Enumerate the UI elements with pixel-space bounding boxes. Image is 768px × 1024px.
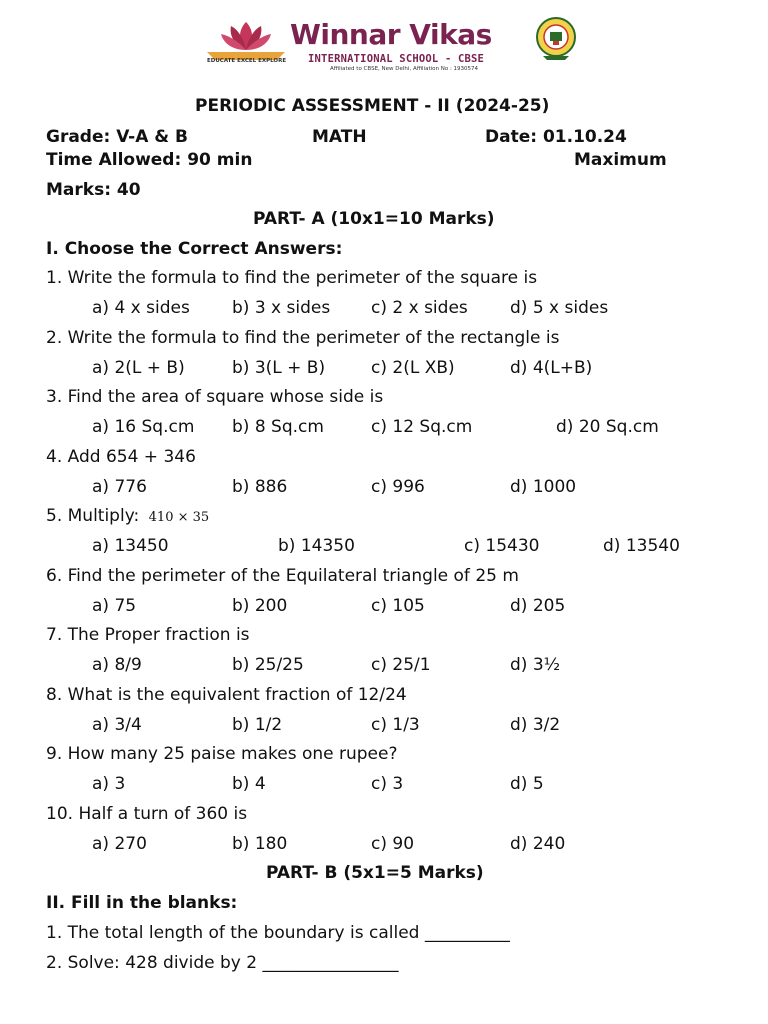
option-5b: b) 14350: [278, 536, 355, 556]
fill-blank-2: 2. Solve: 428 divide by 2 ________________: [46, 953, 399, 973]
part-a-section-title: I. Choose the Correct Answers:: [46, 239, 343, 259]
option-9d: d) 5: [510, 774, 544, 794]
fill-blank-1: 1. The total length of the boundary is called __________: [46, 923, 510, 943]
option-6c: c) 105: [371, 596, 425, 616]
part-b-section-title: II. Fill in the blanks:: [46, 893, 238, 913]
subject-label: MATH: [312, 127, 367, 147]
question-5-text: 5. Multiply:: [46, 506, 140, 526]
school-motto: EDUCATE EXCEL EXPLORE: [207, 58, 287, 64]
option-5c: c) 15430: [464, 536, 540, 556]
date-label: Date: 01.10.24: [485, 127, 627, 147]
multiply-expression: 410 × 35: [148, 510, 210, 525]
question-6: 6. Find the perimeter of the Equilateral triangle of 25 m: [46, 566, 519, 586]
option-7c: c) 25/1: [371, 655, 431, 675]
question-2: 2. Write the formula to find the perimeter of the rectangle is: [46, 328, 560, 348]
option-1b: b) 3 x sides: [232, 298, 331, 318]
maximum-label: Maximum: [574, 150, 667, 170]
option-5d: d) 13540: [603, 536, 680, 556]
option-4c: c) 996: [371, 477, 425, 497]
question-5: [46, 506, 209, 526]
option-2b: b) 3(L + B): [232, 358, 326, 378]
option-3a: a) 16 Sq.cm: [92, 417, 195, 437]
option-8b: b) 1/2: [232, 715, 283, 735]
option-6d: d) 205: [510, 596, 566, 616]
question-1: 1. Write the formula to find the perimeter of the square is: [46, 268, 538, 288]
option-2c: c) 2(L XB): [371, 358, 455, 378]
option-3b: b) 8 Sq.cm: [232, 417, 324, 437]
option-7a: a) 8/9: [92, 655, 142, 675]
question-10: 10. Half a turn of 360 is: [46, 804, 248, 824]
option-7b: b) 25/25: [232, 655, 304, 675]
option-3d: d) 20 Sq.cm: [556, 417, 659, 437]
option-1a: a) 4 x sides: [92, 298, 190, 318]
question-4: 4. Add 654 + 346: [46, 447, 196, 467]
option-8d: d) 3/2: [510, 715, 561, 735]
option-8a: a) 3/4: [92, 715, 142, 735]
time-label: Time Allowed: 90 min: [46, 150, 253, 170]
grade-label: Grade: V-A & B: [46, 127, 188, 147]
question-7: 7. The Proper fraction is: [46, 625, 250, 645]
option-9b: b) 4: [232, 774, 266, 794]
option-4b: b) 886: [232, 477, 288, 497]
option-6a: a) 75: [92, 596, 137, 616]
marks-label: Marks: 40: [46, 180, 141, 200]
part-a-heading: PART- A (10x1=10 Marks): [253, 209, 495, 229]
option-10b: b) 180: [232, 834, 288, 854]
option-3c: c) 12 Sq.cm: [371, 417, 473, 437]
option-1c: c) 2 x sides: [371, 298, 468, 318]
option-10c: c) 90: [371, 834, 415, 854]
school-header: [195, 12, 590, 74]
option-5a: a) 13450: [92, 536, 169, 556]
option-9a: a) 3: [92, 774, 126, 794]
school-name: Winnar Vikas: [290, 18, 492, 51]
option-7d: d) 3½: [510, 655, 561, 675]
school-subtitle: INTERNATIONAL SCHOOL - CBSE: [308, 53, 485, 65]
option-9c: c) 3: [371, 774, 404, 794]
option-1d: d) 5 x sides: [510, 298, 609, 318]
question-9: 9. How many 25 paise makes one rupee?: [46, 744, 398, 764]
option-10d: d) 240: [510, 834, 566, 854]
option-8c: c) 1/3: [371, 715, 420, 735]
exam-title: PERIODIC ASSESSMENT - II (2024-25): [195, 96, 550, 116]
option-6b: b) 200: [232, 596, 288, 616]
option-4a: a) 776: [92, 477, 147, 497]
affiliation-text: Affiliated to CBSE, New Delhi, Affiliation No : 1930574: [330, 66, 479, 72]
option-10a: a) 270: [92, 834, 147, 854]
question-3: 3. Find the area of square whose side is: [46, 387, 384, 407]
question-8: 8. What is the equivalent fraction of 12/24: [46, 685, 407, 705]
option-4d: d) 1000: [510, 477, 577, 497]
option-2a: a) 2(L + B): [92, 358, 185, 378]
part-b-heading: PART- B (5x1=5 Marks): [266, 863, 484, 883]
cbse-emblem-icon: [535, 16, 577, 62]
option-2d: d) 4(L+B): [510, 358, 593, 378]
